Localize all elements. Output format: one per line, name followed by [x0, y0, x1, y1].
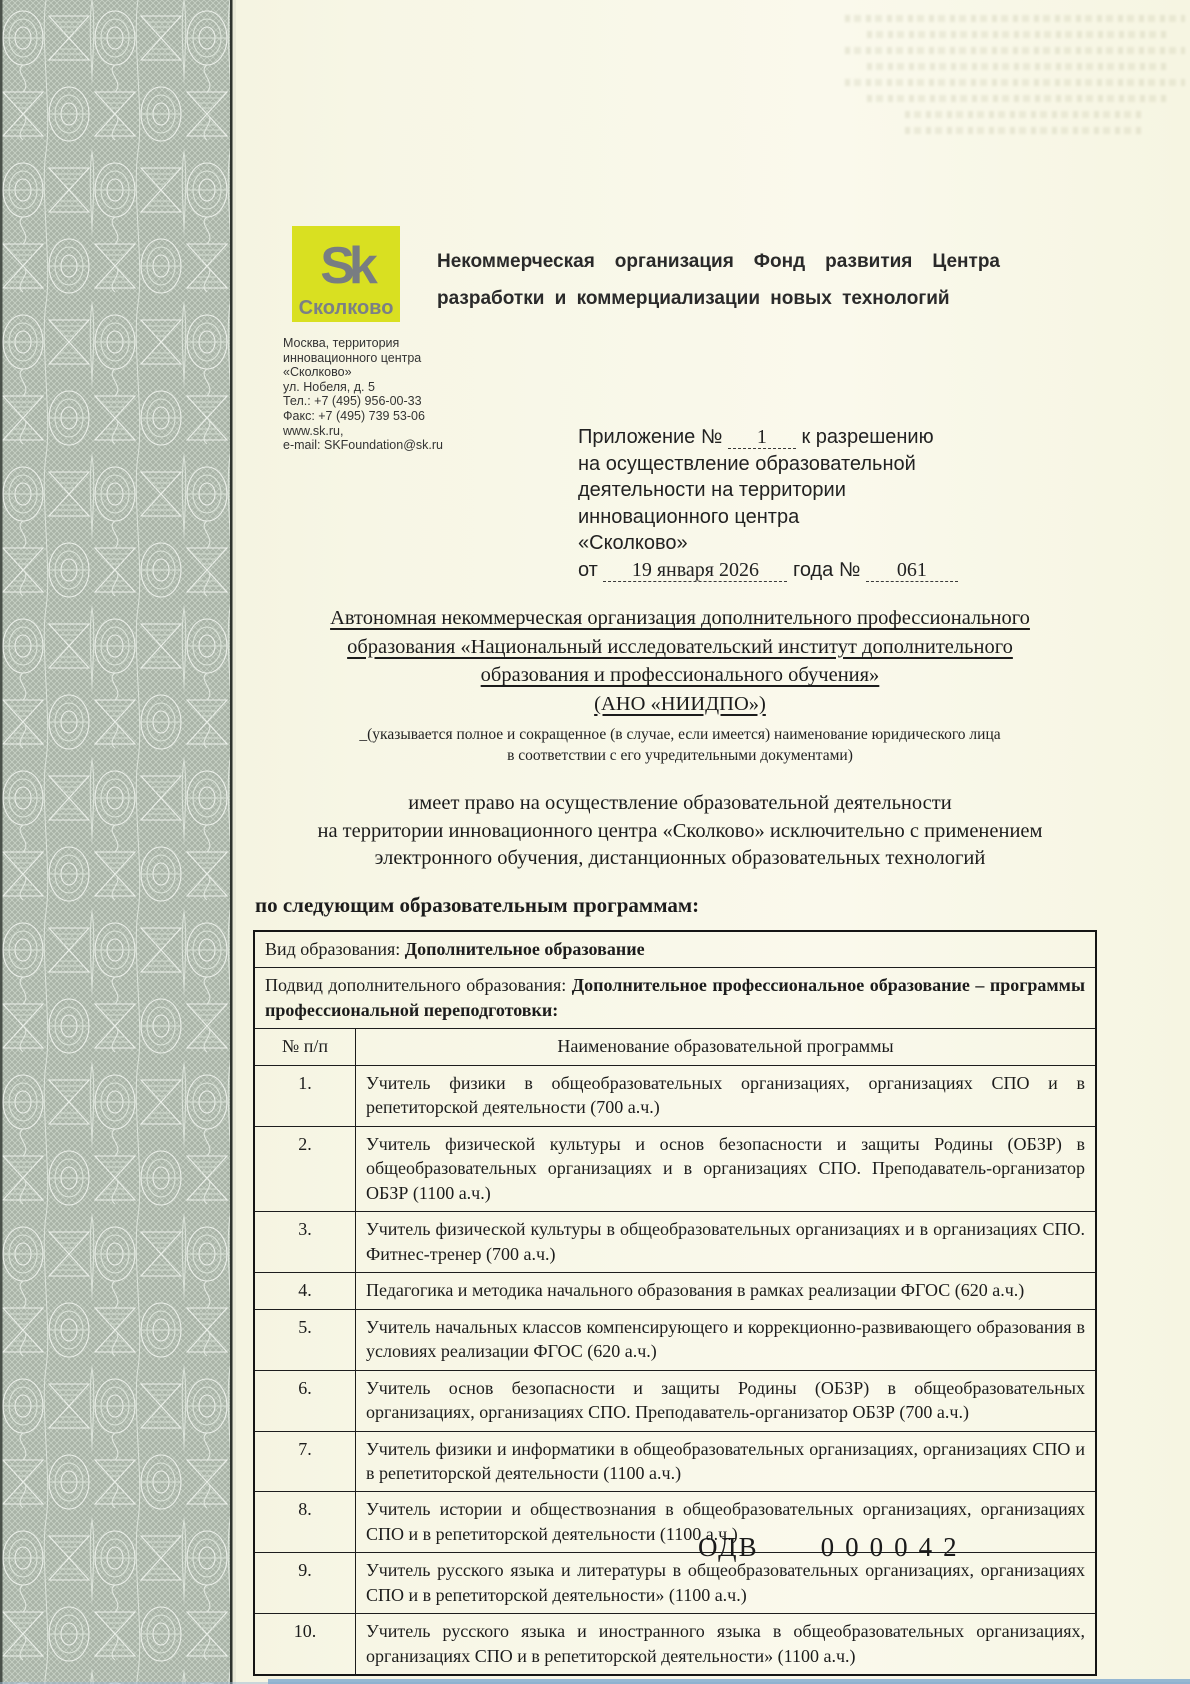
- program-number: 4.: [254, 1273, 356, 1309]
- organization-name: [255, 604, 1105, 718]
- program-number: 6.: [254, 1370, 356, 1431]
- program-number: 9.: [254, 1553, 356, 1614]
- org-name-line: образования и профессионального обучения»: [480, 664, 880, 686]
- address-line: ул. Нобеля, д. 5: [283, 379, 375, 394]
- grant-line: имеет право на осуществление образовательной деятельности: [408, 792, 952, 814]
- program-name: Учитель начальных классов компенсирующего и коррекционно-развивающего образования в условиях реализации ФГОС (620 а.ч.): [356, 1309, 1097, 1370]
- date-prefix: от: [578, 558, 598, 581]
- program-name: Учитель физики в общеобразовательных организациях, организациях СПО и в репетиторской деятельности (700 а.ч.): [356, 1065, 1097, 1126]
- address-line-email: e-mail: SKFoundation@sk.ru: [283, 438, 443, 453]
- table-row: [254, 1126, 1096, 1211]
- programs-table-body: [254, 931, 1096, 1675]
- program-name: Учитель основ безопасности и защиты Родины (ОБЗР) в общеобразовательных организациях, организациях СПО. Преподаватель-организатор ОБЗР (700 а.ч.): [356, 1370, 1097, 1431]
- skolkovo-logo-caption: Сколково: [298, 297, 394, 319]
- org-name-line: образования «Национальный исследовательский институт дополнительного: [347, 635, 1013, 658]
- table-row: [254, 1370, 1096, 1431]
- skolkovo-logo: [292, 226, 400, 322]
- form-series: ОДВ: [698, 1532, 759, 1562]
- guilloche-border: [0, 0, 236, 1684]
- program-name: Учитель русского языка и иностранного языка в общеобразовательных организациях, организациях СПО и в репетиторской деятельности» (1100 а.ч.): [356, 1614, 1097, 1675]
- program-number: 10.: [254, 1614, 356, 1675]
- program-number: 3.: [254, 1212, 356, 1273]
- education-subkind-value: Дополнительное профессиональное образование – программы профессиональной переподготовки:: [265, 975, 1085, 1020]
- address-line-phone: Тел.: +7 (495) 956-00-33: [283, 394, 422, 409]
- address-line-site: www.sk.ru,: [283, 423, 344, 438]
- table-row: [254, 1553, 1096, 1614]
- program-name: Учитель физической культуры и основ безопасности и защиты Родины (ОБЗР) в общеобразовательных организациях и в организациях СПО. Преподаватель-организатор ОБЗР (1100 а.ч.): [356, 1126, 1097, 1211]
- organization-note: [255, 724, 1105, 766]
- program-name: Учитель истории и обществознания в общеобразовательных организациях, организациях СПО и в репетиторской деятельности (1100 а.ч.): [356, 1492, 1097, 1553]
- program-name: Педагогика и методика начального образования в рамках реализации ФГОС (620 а.ч.): [356, 1273, 1097, 1309]
- letterhead-address: [283, 336, 513, 453]
- program-number: 8.: [254, 1492, 356, 1553]
- table-row: [254, 1212, 1096, 1273]
- scan-edge-blue: [268, 1679, 1190, 1684]
- org-note-line: _(указывается полное и сокращенное (в случае, если имеется) наименование юридического лица: [359, 726, 1001, 743]
- annex-number-blank: 1: [728, 427, 796, 449]
- program-number: 7.: [254, 1431, 356, 1492]
- org-name-line: Автономная некоммерческая организация дополнительного профессионального: [330, 607, 1030, 629]
- program-name: Учитель русского языка и литературы в общеобразовательных организациях, организациях СПО и в репетиторской деятельности» (1100 а.ч.): [356, 1553, 1097, 1614]
- annex-suffix: к разрешению: [801, 426, 934, 448]
- annex-line-1: [578, 424, 1058, 451]
- program-name: Учитель физики и информатики в общеобразовательных организациях, организациях СПО и в репетиторской деятельности (1100 а.ч.): [356, 1431, 1097, 1492]
- date-suffix: года №: [792, 558, 861, 581]
- education-kind-value: Дополнительное образование: [404, 939, 645, 959]
- column-header-number: № п/п: [254, 1029, 356, 1065]
- annex-label: Приложение №: [578, 426, 723, 448]
- bleed-through-text: [845, 6, 1185, 174]
- program-number: 5.: [254, 1309, 356, 1370]
- programs-heading: по следующим образовательным программам:: [255, 893, 700, 917]
- address-line: инновационного центра: [283, 350, 422, 365]
- table-row: [254, 1492, 1096, 1553]
- program-name: Учитель физической культуры в общеобразовательных организациях и в организациях СПО. Фитнес-тренер (700 а.ч.): [356, 1212, 1097, 1273]
- form-number: [698, 1532, 968, 1563]
- education-kind-row: [254, 931, 1096, 968]
- annex-line-2: на осуществление образовательной: [578, 452, 916, 475]
- address-line: Москва, территория: [283, 336, 400, 350]
- table-header-row: [254, 1029, 1096, 1065]
- table-row: [254, 1065, 1096, 1126]
- annex-line-3: деятельности на территории: [578, 479, 846, 501]
- address-line-fax: Факс: +7 (495) 739 53-06: [283, 408, 425, 423]
- education-subkind-label: Подвид дополнительного образования:: [265, 975, 572, 996]
- date-blank: 19 января 2026: [603, 560, 787, 582]
- grant-line: на территории инновационного центра «Сколково» исключительно с применением: [317, 819, 1043, 842]
- program-number: 1.: [254, 1065, 356, 1126]
- table-row: [254, 1309, 1096, 1370]
- annex-date-line: [578, 557, 1058, 584]
- grant-paragraph: [245, 790, 1115, 873]
- sk-monogram: Sk: [320, 237, 372, 295]
- education-subkind-row: [254, 968, 1096, 1029]
- org-note-line: в соответствии с его учредительными документами): [507, 747, 853, 764]
- program-number: 2.: [254, 1126, 356, 1211]
- letterhead-org-name: Некоммерческая организация Фонд развития Центра разработки и коммерциализации новых технологий: [437, 251, 1000, 309]
- table-row: [254, 1614, 1096, 1675]
- doc-number-blank: 061: [866, 560, 958, 582]
- education-kind-label: Вид образования:: [265, 939, 405, 959]
- annex-block: [578, 424, 1058, 583]
- table-row: [254, 1273, 1096, 1309]
- annex-line-4: инновационного центра: [578, 505, 800, 528]
- annex-line-5: «Сколково»: [578, 532, 688, 554]
- table-row: [254, 1431, 1096, 1492]
- column-header-name: Наименование образовательной программы: [356, 1029, 1097, 1065]
- org-short-name: (АНО «НИИДПО»): [594, 692, 766, 715]
- address-line: «Сколково»: [283, 365, 352, 380]
- form-serial-number: 000042: [820, 1532, 968, 1562]
- programs-table: [253, 930, 1097, 1676]
- grant-line: электронного обучения, дистанционных образовательных технологий: [374, 847, 986, 869]
